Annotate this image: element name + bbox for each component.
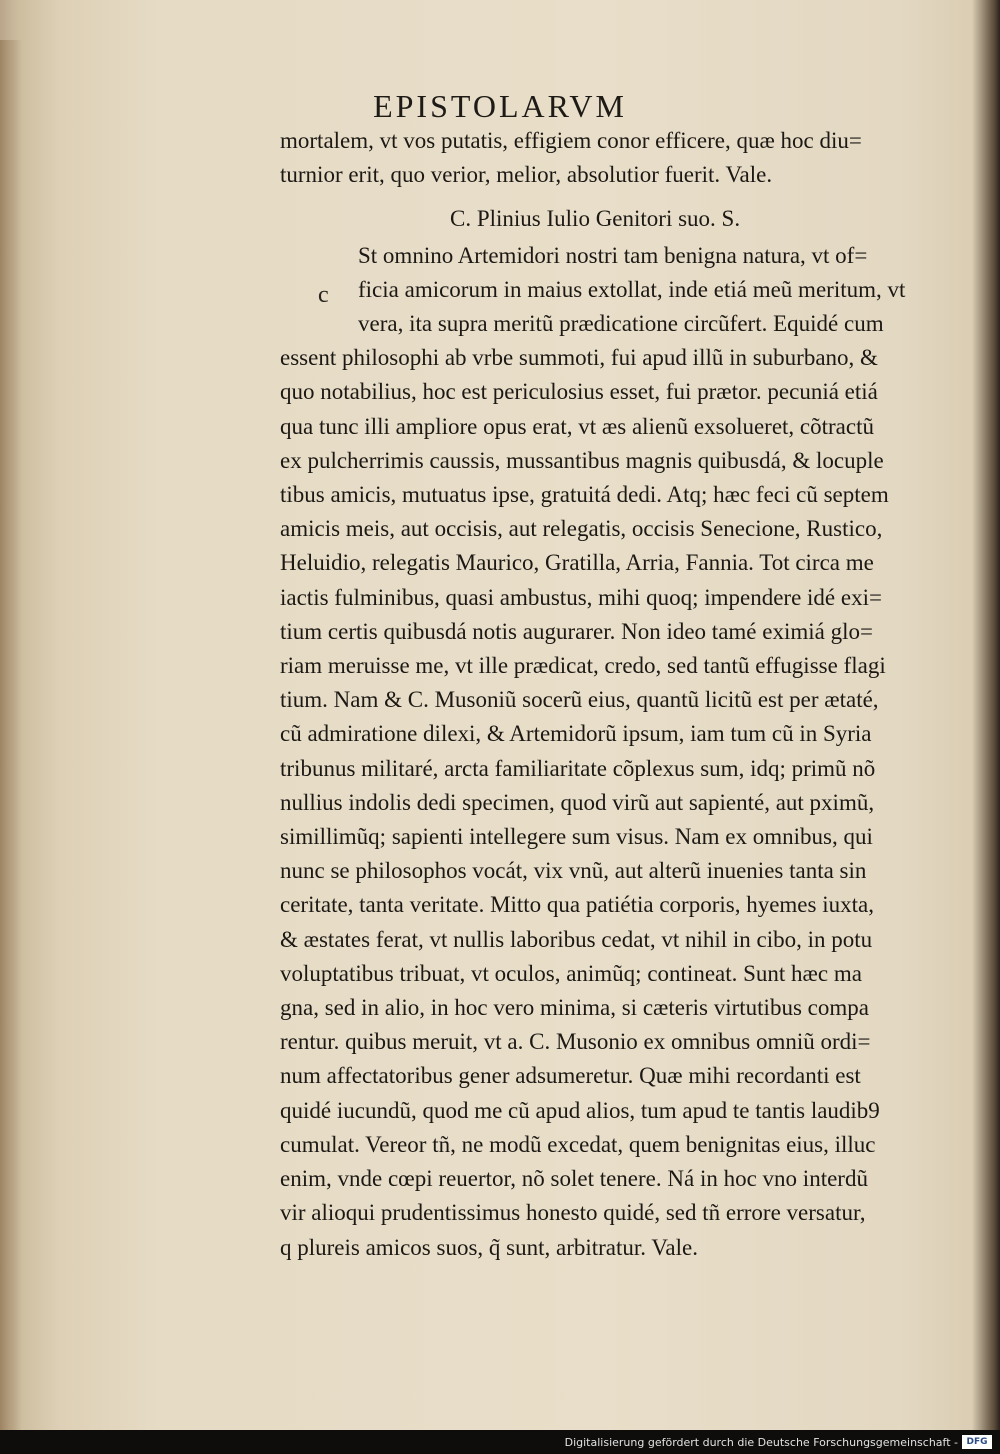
dfg-logo: DFG bbox=[962, 1435, 992, 1449]
letter-text-block bbox=[280, 124, 970, 1265]
running-head: EPISTOLARVM bbox=[373, 88, 627, 124]
text-line: turnior erit, quo verior, melior, absolutior fuerit. Vale. bbox=[280, 162, 773, 188]
text-line: enim, vnde cœpi reuertor, nõ solet tenere. Ná in hoc vno interdũ bbox=[280, 1166, 868, 1192]
text-line: vir alioqui prudentissimus honesto quidé, sed tñ errore versatur, bbox=[280, 1200, 866, 1226]
signature-mark: c bbox=[318, 282, 329, 308]
text-line: ficia amicorum in maius extollat, inde etiá meũ meritum, vt bbox=[358, 276, 906, 302]
text-line: voluptatibus tribuat, vt oculos, animũq; contineat. Sunt hæc ma bbox=[280, 960, 862, 986]
text-line: St omnino Artemidori nostri tam benigna natura, vt of= bbox=[358, 242, 868, 268]
text-line: essent philosophi ab vrbe summoti, fui apud illũ in suburbano, & bbox=[280, 345, 878, 371]
page-edge-shadow bbox=[972, 0, 1000, 1430]
letter-heading: C. Plinius Iulio Genitori suo. S. bbox=[450, 206, 741, 232]
text-line: ex pulcherrimis caussis, mussantibus magnis quibusdá, & locuple bbox=[280, 447, 884, 473]
text-line: vera, ita supra meritũ prædicatione circũfert. Equidé cum bbox=[358, 311, 884, 337]
text-line: riam meruisse me, vt ille prædicat, credo, sed tantũ effugisse flagi bbox=[280, 653, 886, 679]
text-line: cũ admiratione dilexi, & Artemidorũ ipsum, iam tum cũ in Syria bbox=[280, 721, 872, 747]
text-line: iactis fulminibus, quasi ambustus, mihi quoq; impendere idé exi= bbox=[280, 584, 882, 610]
text-line: tibus amicis, mutuatus ipse, gratuitá dedi. Atq; hæc feci cũ septem bbox=[280, 482, 889, 508]
text-line: amicis meis, aut occisis, aut relegatis, occisis Senecione, Rustico, bbox=[280, 516, 883, 542]
text-line: qua tunc illi ampliore opus erat, vt æs alienũ exsolueret, cõtractũ bbox=[280, 413, 874, 439]
text-line: q plureis amicos suos, q̃ sunt, arbitratur. Vale. bbox=[280, 1234, 698, 1260]
text-line: gna, sed in alio, in hoc vero minima, si cæteris virtutibus compa bbox=[280, 995, 869, 1021]
text-line: Heluidio, relegatis Maurico, Gratilla, Arria, Fannia. Tot circa me bbox=[280, 550, 874, 576]
text-line: quidé iucundũ, quod me cũ apud alios, tum apud te tantis laudib9 bbox=[280, 1097, 880, 1123]
text-line: tium. Nam & C. Musoniũ socerũ eius, quantũ licitũ est per ætaté, bbox=[280, 687, 879, 713]
text-line: ceritate, tanta veritate. Mitto qua patiétia corporis, hyemes iuxta, bbox=[280, 892, 874, 918]
text-line: cumulat. Vereor tñ, ne modũ excedat, quem benignitas eius, illuc bbox=[280, 1131, 876, 1157]
text-line: simillimũq; sapienti intellegere sum visus. Nam ex omnibus, qui bbox=[280, 824, 873, 850]
text-line: tium certis quibusdá notis augurarer. Non ideo tamé eximiá glo= bbox=[280, 618, 873, 644]
text-line: num affectatoribus gener adsumeretur. Quæ mihi recordanti est bbox=[280, 1063, 861, 1089]
page-gutter-shadow bbox=[0, 40, 22, 1430]
text-line: & æstates ferat, vt nullis laboribus cedat, vt nihil in cibo, in potu bbox=[280, 926, 873, 952]
text-line: quo notabilius, hoc est periculosius esset, fui prætor. pecuniá etiá bbox=[280, 379, 878, 405]
text-line: tribunus militaré, arcta familiaritate cõplexus sum, idq; primũ nõ bbox=[280, 755, 876, 781]
text-line: mortalem, vt vos putatis, effigiem conor efficere, quæ hoc diu= bbox=[280, 128, 862, 153]
text-line: nunc se philosophos vocát, vix vnũ, aut alterũ inuenies tanta sin bbox=[280, 858, 867, 884]
text-line: rentur. quibus meruit, vt a. C. Musonio ex omnibus omniũ ordi= bbox=[280, 1029, 871, 1055]
footer-credit: Digitalisierung gefördert durch die Deutsche Forschungsgemeinschaft - bbox=[564, 1436, 958, 1449]
text-line: nullius indolis dedi specimen, quod virũ aut sapienté, aut pximũ, bbox=[280, 789, 875, 815]
